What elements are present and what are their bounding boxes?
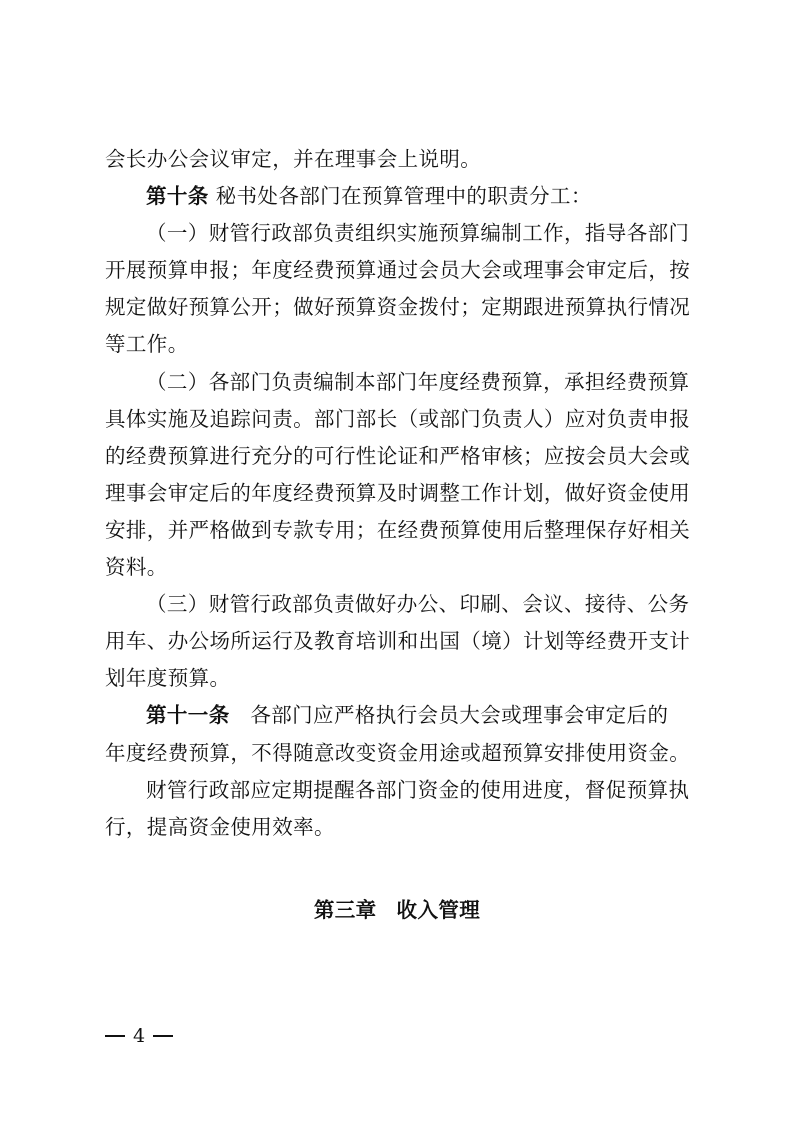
text-line: 秘书处各部门在预算管理中的职责分工： <box>215 184 592 209</box>
text-line: 等工作。 <box>105 332 189 357</box>
text-line: 安排，并严格做到专款专用；在经费预算使用后整理保存好相关 <box>105 517 691 542</box>
dash-right <box>153 1035 173 1037</box>
article-heading-line <box>105 697 695 734</box>
article-number: 第十一条 <box>146 703 230 728</box>
text-line: （二）各部门负责编制本部门年度经费预算，承担经费预算 <box>146 369 690 394</box>
chapter-heading <box>0 893 794 923</box>
article-heading-line <box>105 178 695 215</box>
text-line: （三）财管行政部负责做好办公、印刷、会议、接待、公务 <box>146 592 690 617</box>
text-line: 各部门应严格执行会员大会或理事会审定后的 <box>250 703 669 728</box>
text-line: 理事会审定后的年度经费预算及时调整工作计划，做好资金使用 <box>105 480 691 505</box>
text-line: 用车、办公场所运行及教育培训和出国（境）计划等经费开支计 <box>105 629 691 654</box>
text-line: 具体实施及追踪问责。部门部长（或部门负责人）应对负责申报 <box>105 406 691 431</box>
document-body <box>105 141 695 846</box>
text-line: 年度经费预算，不得随意改变资金用途或超预算安排使用资金。 <box>105 740 691 765</box>
text-line: 规定做好预算公开；做好预算资金拨付；定期跟进预算执行情况 <box>105 295 691 320</box>
article-number: 第十条 <box>146 184 209 209</box>
text-line: 划年度预算。 <box>105 666 231 691</box>
text-line: 开展预算申报；年度经费预算通过会员大会或理事会审定后，按 <box>105 258 691 283</box>
chapter-title: 收入管理 <box>396 898 481 922</box>
page-number <box>105 1025 173 1047</box>
text-line: 财管行政部应定期提醒各部门资金的使用进度，督促预算执 <box>146 777 690 802</box>
text-line: 会长办公会议审定，并在理事会上说明。 <box>105 147 482 171</box>
text-line: 资料。 <box>105 555 168 580</box>
dash-left <box>105 1035 125 1037</box>
text-line: （一）财管行政部负责组织实施预算编制工作，指导各部门 <box>146 221 690 246</box>
chapter-number: 第三章 <box>313 898 377 922</box>
page-number-value: 4 <box>133 1025 146 1047</box>
text-line: 行，提高资金使用效率。 <box>105 814 335 839</box>
text-line: 的经费预算进行充分的可行性论证和严格审核；应按会员大会或 <box>105 443 691 468</box>
